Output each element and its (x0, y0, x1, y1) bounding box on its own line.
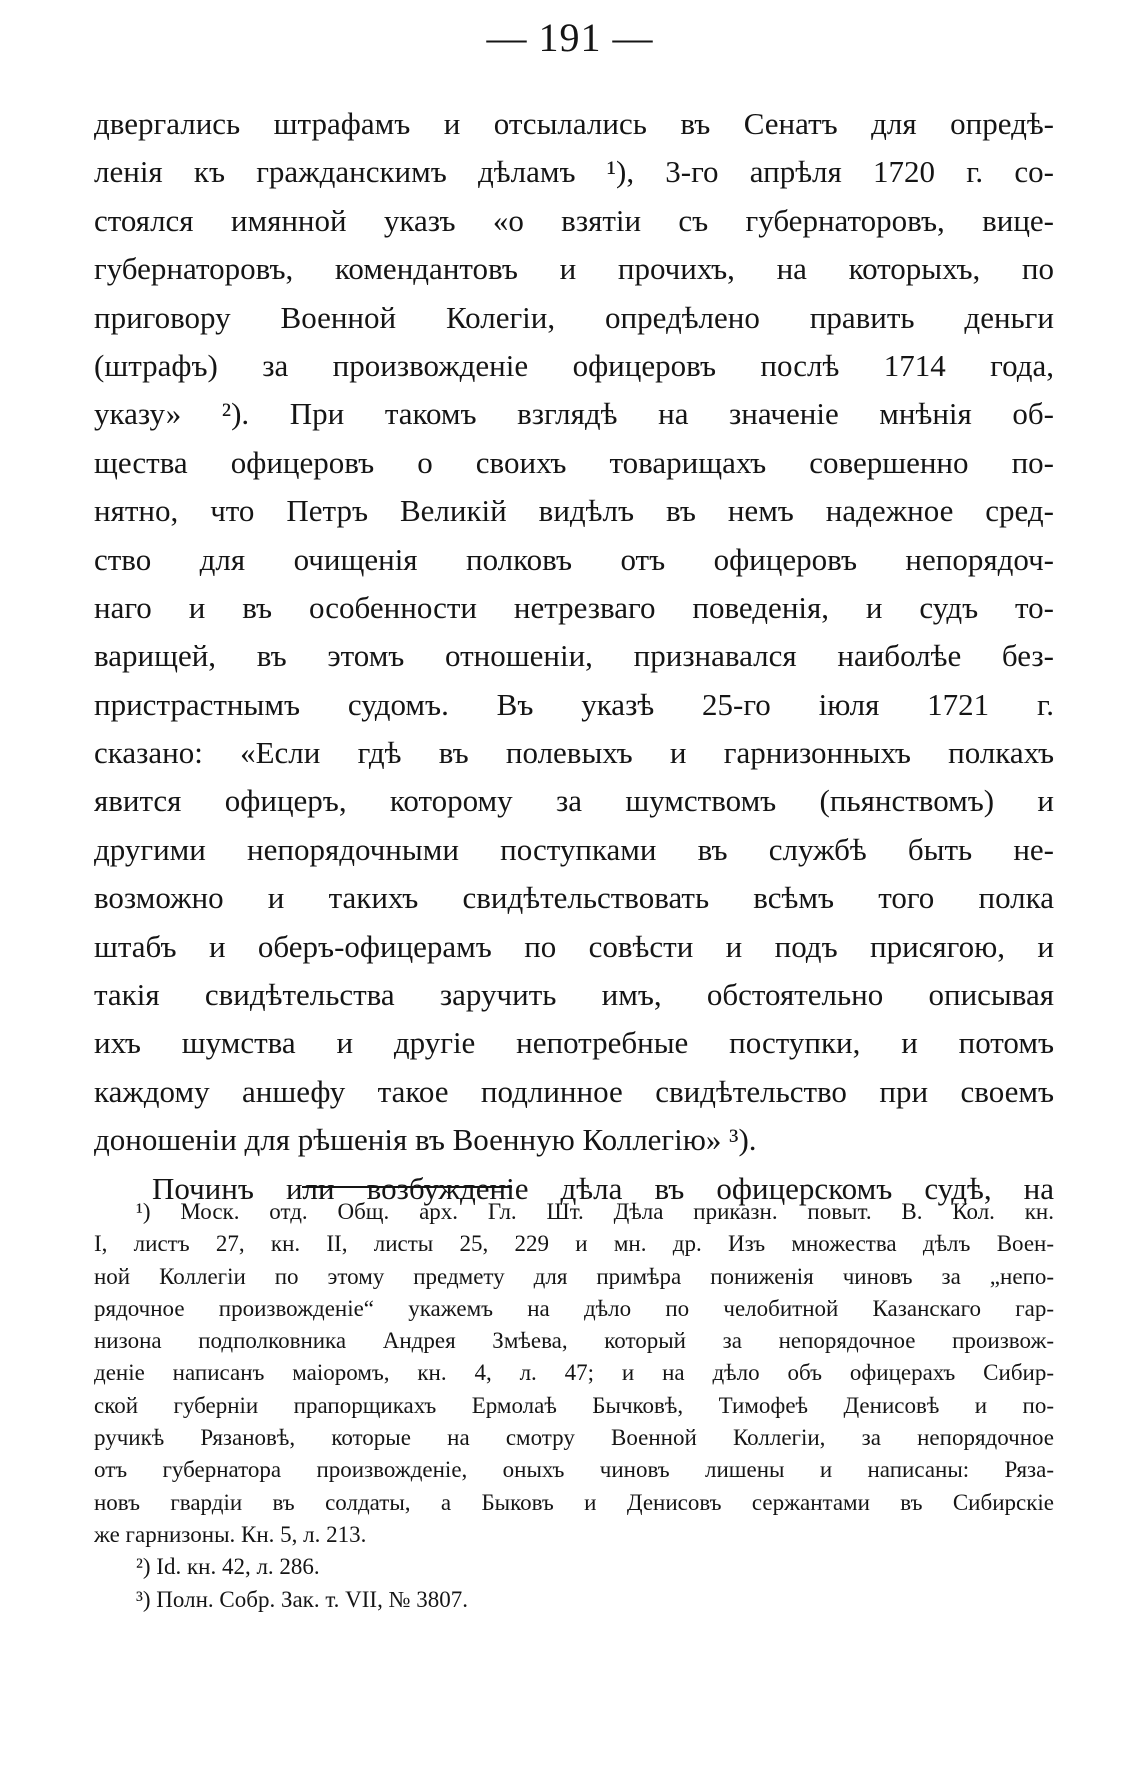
footnote-line: ской губерніи прапорщикахъ Ермолаѣ Бычковѣ, Тимофеѣ Денисовѣ и по- (94, 1392, 1054, 1418)
footnote-divider (302, 1186, 512, 1188)
footnote-line: ³) Полн. Собр. Зак. т. VII, № 3807. (136, 1586, 469, 1612)
text-line: возможно и такихъ свидѣтельствовать всѣмъ того полка (94, 880, 1054, 916)
text-line: другими непорядочными поступками въ службѣ быть не- (94, 831, 1054, 867)
text-line: сказано: «Если гдѣ въ полевыхъ и гарнизонныхъ полкахъ (94, 735, 1054, 771)
text-line: ство для очищенія полковъ отъ офицеровъ непорядоч- (94, 541, 1054, 577)
text-line: (штрафъ) за произвожденіе офицеровъ послѣ 1714 года, (94, 347, 1054, 383)
footnote-line: ²) Id. кн. 42, л. 286. (136, 1554, 320, 1580)
footnote-line: ручикѣ Рязановѣ, которые на смотру Военной Коллегіи, за непорядочное (94, 1425, 1054, 1451)
footnote-line: I, листъ 27, кн. II, листы 25, 229 и мн. др. Изъ множества дѣлъ Воен- (94, 1231, 1054, 1257)
text-line: двергались штрафамъ и отсылались въ Сенатъ для опредѣ- (94, 106, 1054, 141)
footnotes (94, 1196, 1054, 1616)
footnote-line: деніе написанъ маіоромъ, кн. 4, л. 47; и на дѣло объ офицерахъ Сибир- (94, 1360, 1054, 1386)
text-line: стоялся имянной указъ «о взятіи съ губернаторовъ, вице- (94, 202, 1054, 238)
footnote-line: новъ гвардіи въ солдаты, а Быковъ и Денисовъ сержантами въ Сибирскіе (94, 1489, 1054, 1515)
text-line: такія свидѣтельства заручить имъ, обстоятельно описывая (94, 977, 1054, 1013)
footnote-line: ной Коллегіи по этому предмету для примѣра пониженія чиновъ за „непо- (94, 1263, 1054, 1289)
footnote-line: ¹) Моск. отд. Общ. арх. Гл. Шт. Дѣла приказн. повыт. В. Кол. кн. (136, 1199, 1054, 1224)
text-line: Починъ или возбужденіе дѣла въ офицерскомъ судѣ, на (152, 1170, 1054, 1206)
footnote-line: же гарнизоны. Кн. 5, л. 213. (94, 1521, 367, 1547)
text-line: нятно, что Петръ Великій видѣлъ въ немъ надежное сред- (94, 493, 1054, 529)
text-line: ленія къ гражданскимъ дѣламъ ¹), 3-го апрѣля 1720 г. со- (94, 154, 1054, 190)
text-line: доношеніи для рѣшенія въ Военную Коллегію» ³). (94, 1122, 757, 1158)
text-line: приговору Военной Колегіи, опредѣлено править деньги (94, 299, 1054, 335)
text-line: наго и въ особенности нетрезваго поведенія, и судъ то- (94, 589, 1054, 625)
main-text (94, 100, 1054, 1213)
text-line: каждому аншефу такое подлинное свидѣтельство при своемъ (94, 1073, 1054, 1109)
text-line: варищей, въ этомъ отношеніи, признавался наиболѣе без- (94, 638, 1054, 674)
text-line: ихъ шумства и другіе непотребные поступки, и потомъ (94, 1025, 1054, 1061)
footnote-line: рядочное произвожденіе“ укажемъ на дѣло по челобитной Казанскаго гар- (94, 1295, 1054, 1321)
text-line: губернаторовъ, комендантовъ и прочихъ, на которыхъ, по (94, 251, 1054, 287)
text-line: пристрастнымъ судомъ. Въ указѣ 25-го іюля 1721 г. (94, 686, 1054, 722)
text-line: штабъ и оберъ-офицерамъ по совѣсти и подъ присягою, и (94, 928, 1054, 964)
text-line: явится офицеръ, которому за шумствомъ (пьянствомъ) и (94, 783, 1054, 819)
text-line: указу» ²). При такомъ взглядѣ на значеніе мнѣнія об- (94, 396, 1054, 432)
text-line: щества офицеровъ о своихъ товарищахъ совершенно по- (94, 444, 1054, 480)
footnote-line: отъ губернатора произвожденіе, оныхъ чиновъ лишены и написаны: Ряза- (94, 1457, 1054, 1483)
footnote-line: низона подполковника Андрея Змѣева, который за непорядочное произвож- (94, 1328, 1054, 1354)
page-number: — 191 — (486, 15, 654, 60)
